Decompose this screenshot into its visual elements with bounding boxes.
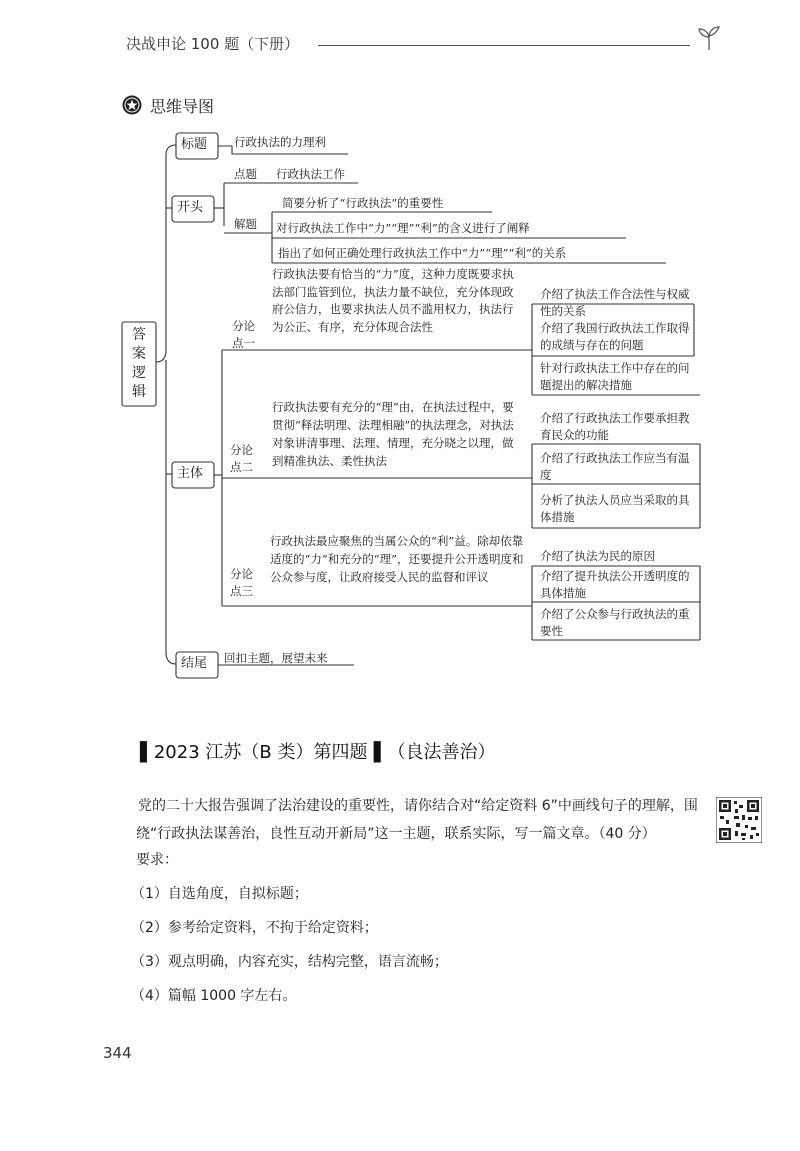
point-3-claim: 行政执法最应聚焦的当属公众的“利”益。除却依靠适度的“力”和充分的“理”，还要提升公开透明度和公众参与度，让政府接受人民的监督和评议 xyxy=(270,534,524,584)
point-1-detail-2: 介绍了我国行政执法工作取得的成绩与存在的问题 xyxy=(540,321,690,352)
node-body-label: 主体 xyxy=(177,466,204,481)
requirement-4: （4）篇幅 1000 字左右。 xyxy=(131,988,297,1004)
question-heading xyxy=(140,738,496,764)
opening-jieti-label: 解题 xyxy=(234,217,257,231)
opening-jieti-item-3: 指出了如何正确处理行政执法工作中“力”“理”“利”的关系 xyxy=(278,246,567,260)
question-title: 2023 江苏（B 类）第四题 xyxy=(153,742,368,763)
mindmap-root-label: 答案逻辑 xyxy=(132,327,146,400)
point-2-detail-2: 介绍了行政执法工作应当有温度 xyxy=(540,451,690,482)
heading-bar-right: ▌ xyxy=(367,742,388,763)
requirement-2: （2）参考给定资料，不拘于给定资料； xyxy=(131,920,378,936)
requirement-1: （1）自选角度，自拟标题； xyxy=(131,886,308,902)
opening-dianti-label: 点题 xyxy=(234,167,257,181)
point-1-detail-1: 介绍了执法工作合法性与权威性的关系 xyxy=(540,287,690,318)
running-header-title: 决战申论 100 题（下册） xyxy=(126,35,300,53)
question-tag: （良法善治） xyxy=(387,742,496,763)
node-title-label: 标题 xyxy=(181,137,208,152)
node-ending-label: 结尾 xyxy=(181,656,208,671)
point-2-label: 分论点二 xyxy=(230,443,253,474)
point-3-label: 分论点三 xyxy=(230,567,253,598)
point-2-detail-3: 分析了执法人员应当采取的具体措施 xyxy=(540,493,690,524)
point-2-detail-1: 介绍了行政执法工作要承担教育民众的功能 xyxy=(540,411,690,442)
node-opening-label: 开头 xyxy=(177,200,204,215)
point-1-detail-3: 针对行政执法工作中存在的问题提出的解决措施 xyxy=(540,361,690,392)
question-intro: 党的二十大报告强调了法治建设的重要性，请你结合对“给定资料 6”中画线句子的理解，围绕“行政执法谋善治，良性互动开新局”这一主题，联系实际，写一篇文章。（40 分） xyxy=(136,798,698,842)
point-1-claim: 行政执法要有恰当的“力”度，这种力度既要求执法部门监管到位，执法力量不缺位，充分体现政府公信力，也要求执法人员不滥用权力，执法行为公正、有序，充分体现合法性 xyxy=(272,267,514,334)
node-ending-text: 回扣主题，展望未来 xyxy=(224,651,328,665)
page-number: 344 xyxy=(103,1044,132,1062)
point-1-label: 分论点一 xyxy=(232,319,255,350)
point-3-detail-1: 介绍了执法为民的原因 xyxy=(540,549,655,563)
section-title: 思维导图 xyxy=(150,97,215,116)
requirement-3: （3）观点明确，内容充实，结构完整，语言流畅； xyxy=(131,954,448,970)
point-2-claim: 行政执法要有充分的“理”由，在执法过程中，要贯彻“释法明理、法理相融”的执法理念，对执法对象讲清事理、法理、情理，充分晓之以理，做到精准执法、柔性执法 xyxy=(272,400,514,468)
opening-jieti-item-2: 对行政执法工作中“力”“理”“利”的含义进行了阐释 xyxy=(276,221,530,235)
opening-jieti-item-1: 简要分析了“行政执法”的重要性 xyxy=(282,196,444,210)
point-3-detail-3: 介绍了公众参与行政执法的重要性 xyxy=(540,607,690,638)
point-3-detail-2: 介绍了提升执法公开透明度的具体措施 xyxy=(540,569,690,600)
node-title-text: 行政执法的力理利 xyxy=(234,135,326,149)
heading-bar-left: ▌ xyxy=(140,742,154,763)
requirements-label: 要求： xyxy=(136,852,178,868)
opening-dianti-text: 行政执法工作 xyxy=(276,167,345,181)
qr-code-icon xyxy=(716,797,762,843)
